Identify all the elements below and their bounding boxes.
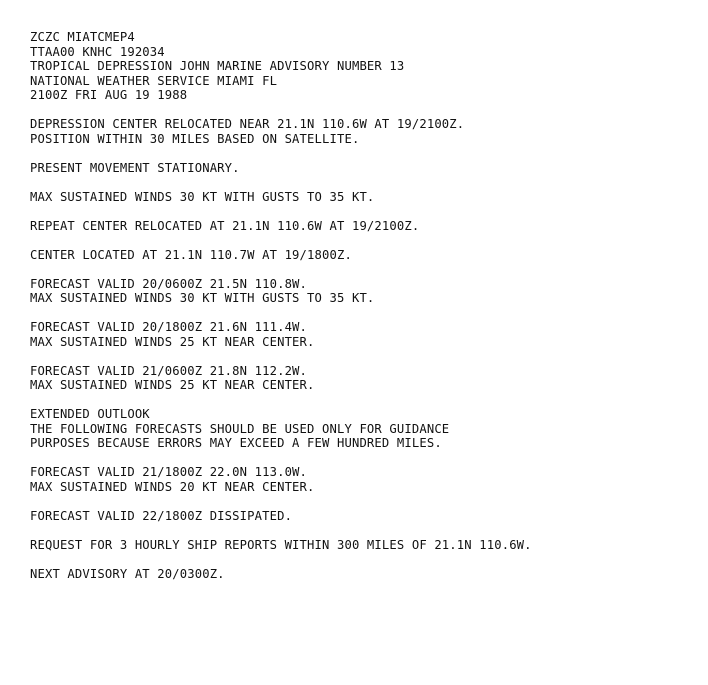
forecast-block-3	[30, 364, 700, 393]
ship-reports-block	[30, 538, 700, 553]
extended-outlook-text: PURPOSES BECAUSE ERRORS MAY EXCEED A FEW HUNDRED MILES.	[30, 436, 442, 450]
movement-block	[30, 161, 700, 176]
forecast-winds-line: MAX SUSTAINED WINDS 25 KT NEAR CENTER.	[30, 334, 315, 349]
ship-reports-line: REQUEST FOR 3 HOURLY SHIP REPORTS WITHIN 300 MILES OF 21.1N 110.6W.	[30, 537, 532, 552]
forecast-position-line: FORECAST VALID 21/0600Z 21.8N 112.2W.	[30, 363, 308, 378]
extended-outlook-heading: EXTENDED OUTLOOK	[30, 407, 150, 421]
header-line-issue-time: 2100Z FRI AUG 19 1988	[30, 88, 188, 102]
header-block	[30, 30, 700, 103]
forecast-winds-line: MAX SUSTAINED WINDS 30 KT WITH GUSTS TO 35 KT.	[30, 291, 375, 305]
forecast-block-2	[30, 320, 700, 349]
forecast-block-5	[30, 509, 700, 524]
forecast-dissipated-line: FORECAST VALID 22/1800Z DISSIPATED.	[30, 508, 293, 523]
forecast-position-line: FORECAST VALID 21/1800Z 22.0N 113.0W.	[30, 465, 308, 479]
forecast-position-line: FORECAST VALID 20/1800Z 21.6N 111.4W.	[30, 320, 308, 334]
center-located-line: CENTER LOCATED AT 21.1N 110.7W AT 19/1800Z.	[30, 247, 352, 262]
forecast-winds-line: MAX SUSTAINED WINDS 25 KT NEAR CENTER.	[30, 378, 315, 392]
center-located-block	[30, 248, 700, 263]
position-accuracy-line: POSITION WITHIN 30 MILES BASED ON SATELLITE.	[30, 131, 360, 146]
forecast-winds-line: MAX SUSTAINED WINDS 20 KT NEAR CENTER.	[30, 479, 315, 494]
max-winds-block	[30, 190, 700, 205]
next-advisory-line: NEXT ADVISORY AT 20/0300Z.	[30, 566, 225, 581]
header-line-title: TROPICAL DEPRESSION JOHN MARINE ADVISORY NUMBER 13	[30, 59, 405, 73]
repeat-center-line: REPEAT CENTER RELOCATED AT 21.1N 110.6W AT 19/2100Z.	[30, 218, 420, 233]
relocation-block	[30, 117, 700, 146]
header-line-bulletin-id: ZCZC MIATCMEP4	[30, 30, 135, 44]
movement-line: PRESENT MOVEMENT STATIONARY.	[30, 160, 240, 175]
max-winds-line: MAX SUSTAINED WINDS 30 KT WITH GUSTS TO 35 KT.	[30, 189, 375, 204]
header-line-office: NATIONAL WEATHER SERVICE MIAMI FL	[30, 73, 278, 88]
header-line-wmo-header: TTAA00 KNHC 192034	[30, 44, 165, 59]
repeat-center-block	[30, 219, 700, 234]
extended-outlook-text: THE FOLLOWING FORECASTS SHOULD BE USED ONLY FOR GUIDANCE	[30, 421, 450, 436]
forecast-position-line: FORECAST VALID 20/0600Z 21.5N 110.8W.	[30, 276, 308, 291]
forecast-block-4	[30, 465, 700, 494]
relocation-line: DEPRESSION CENTER RELOCATED NEAR 21.1N 110.6W AT 19/2100Z.	[30, 117, 465, 131]
extended-outlook-block	[30, 407, 700, 451]
advisory-document	[30, 30, 700, 596]
forecast-block-1	[30, 277, 700, 306]
next-advisory-block	[30, 567, 700, 582]
